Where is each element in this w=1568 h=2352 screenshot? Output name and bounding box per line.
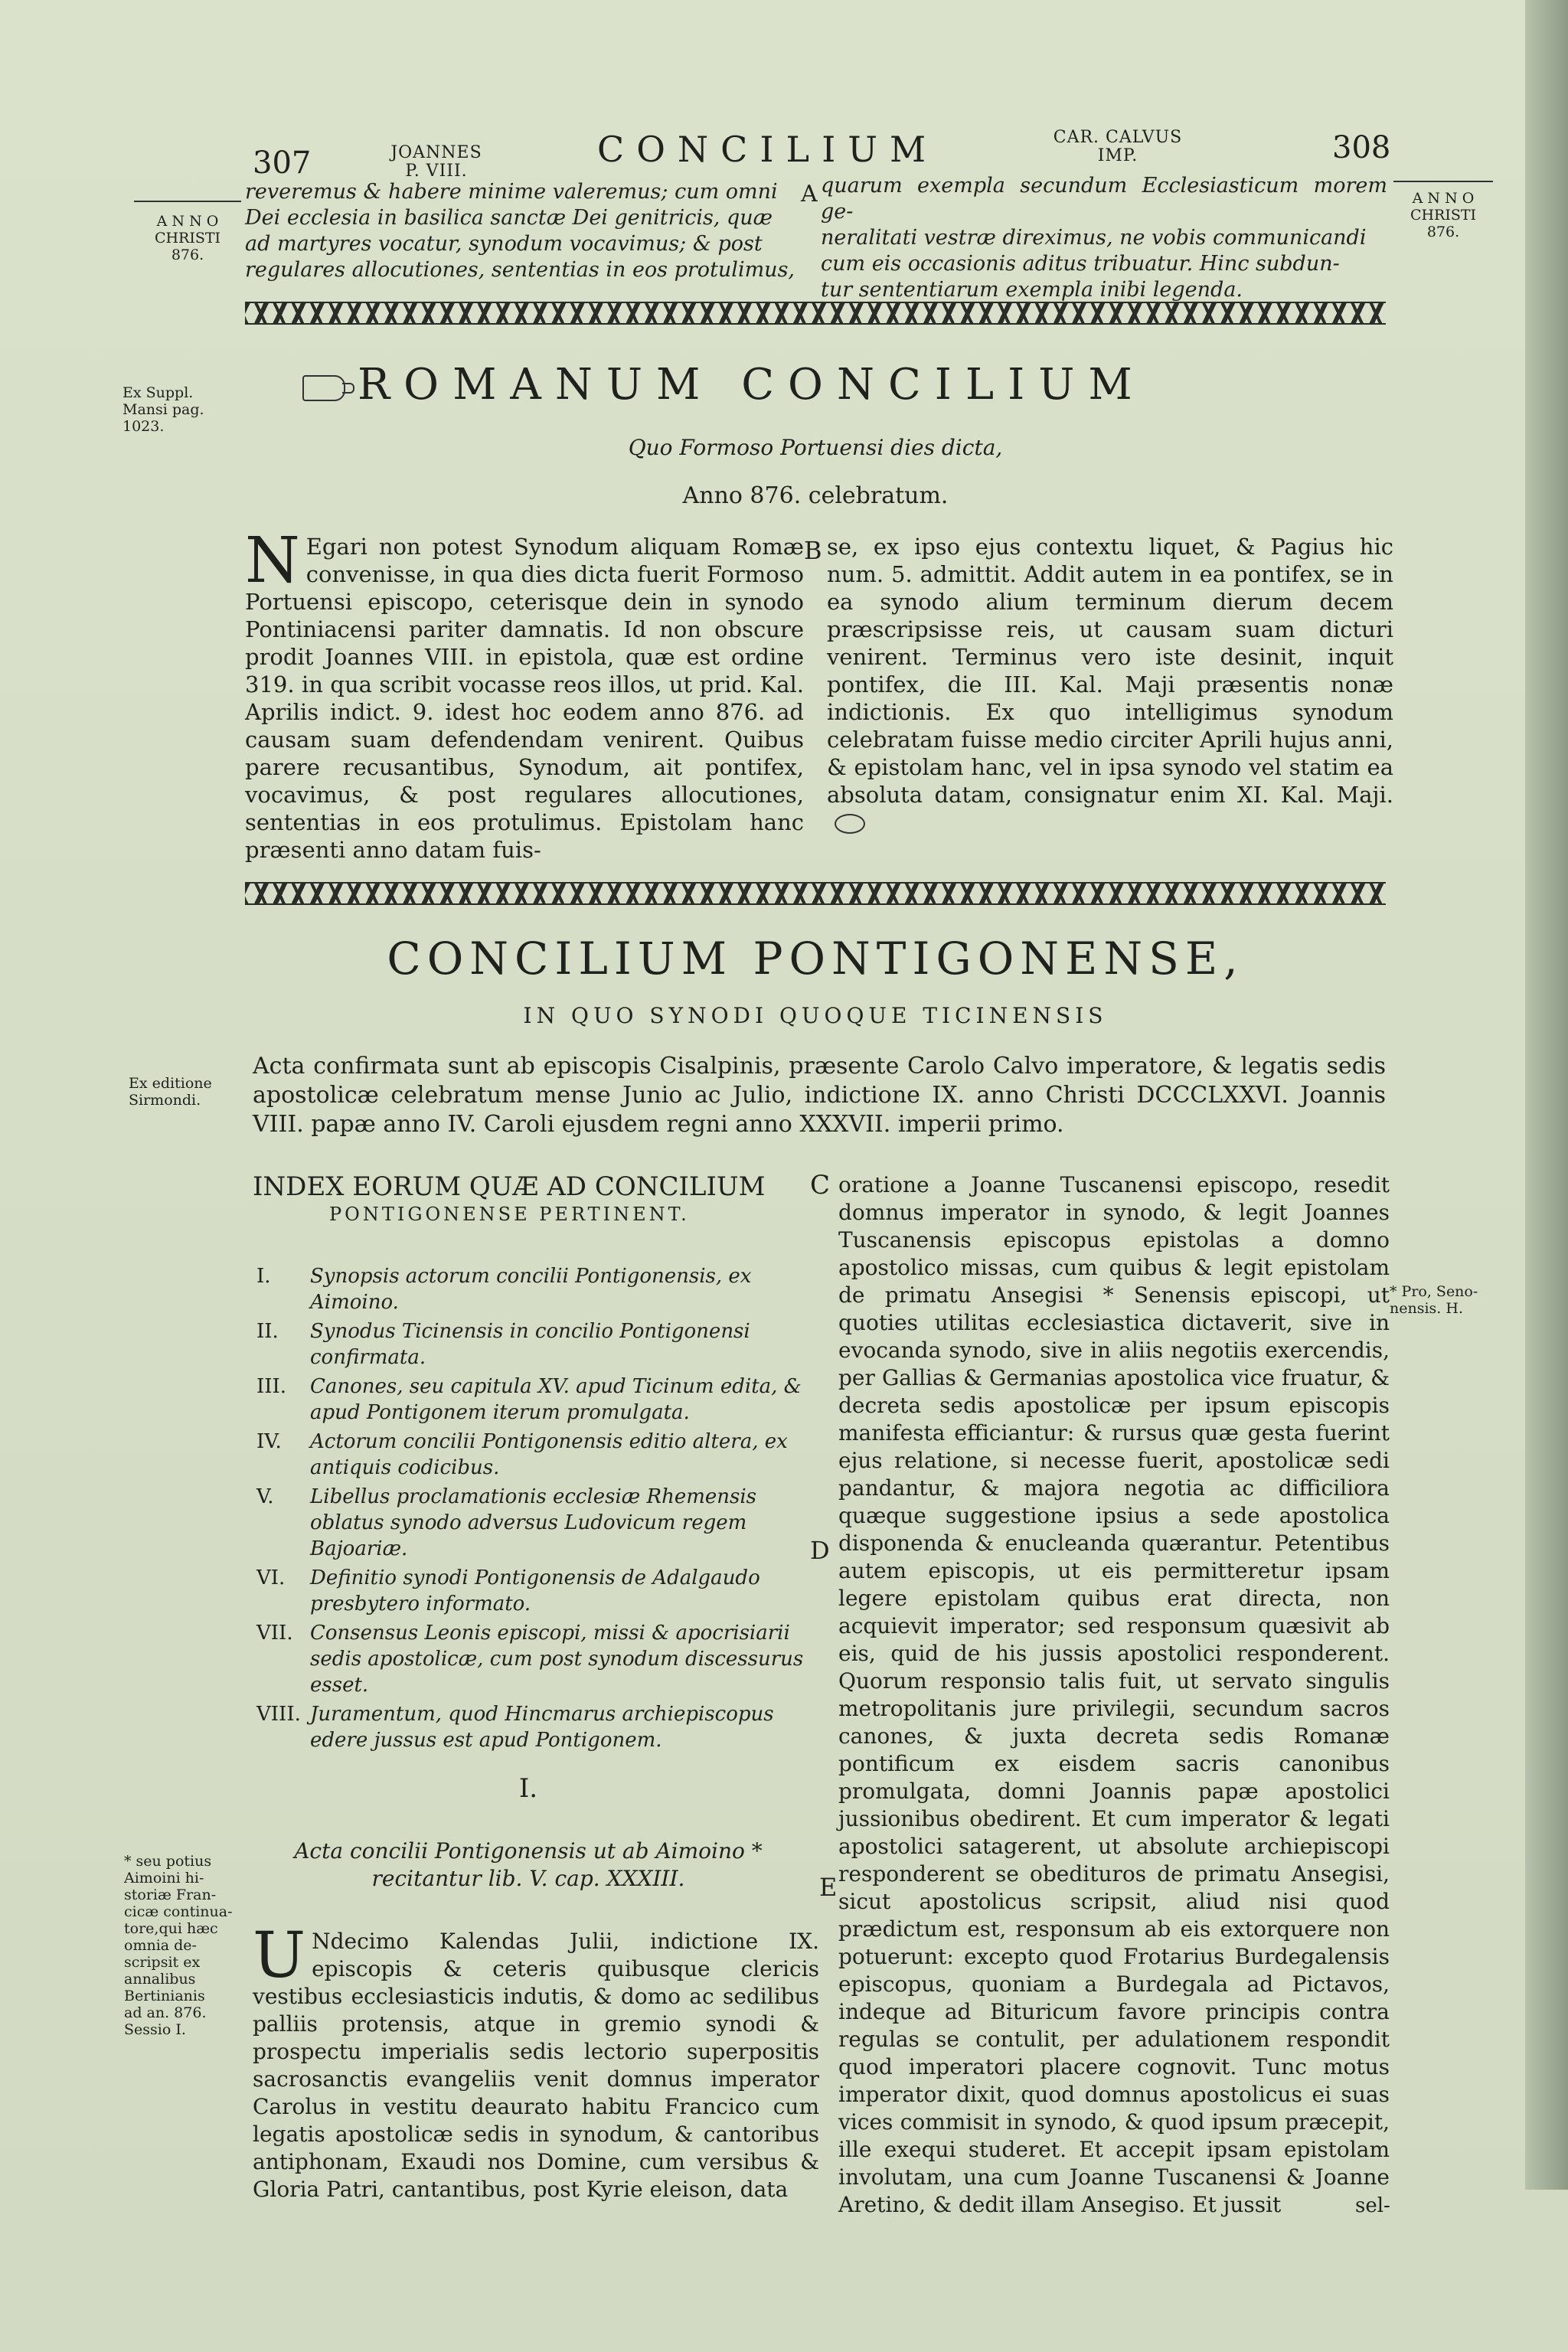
marker-b: B: [804, 536, 822, 565]
footnote-line: cicæ continua-: [124, 1903, 233, 1920]
index-item-text: Definitio synodi Pontigonensis de Adalgaudo presbytero informato.: [310, 1566, 760, 1615]
part-number: I.: [518, 1773, 538, 1804]
part-left-text: Ndecimo Kalendas Julii, indictione IX. episcopis & ceteris quibusque clericis vestibus ecclesiasticis indutis, & domo ac sedilibus palliis protensis, atque in gremio synodi & prospectu imperialis sedis lectorio superpositis sacrosanctis evangeliis venit domnus imperator Carolus in vestitu deaurato habitu Francico cum legatis apostolicæ sedis in synodum, & cantoribus antiphonam, Exaudi nos Domine, cum versibus & Gloria Patri, cantantibus, post Kyrie eleison, data: [253, 1929, 819, 2202]
right-running-head-line2: IMP.: [1097, 146, 1138, 165]
section1-left-text: Egari non potest Synodum aliquam Romæ convenisse, in qua dies dicta fuerit Formoso Portuensi episcopo, ceterisque dein in synodo Pontiniacensi pariter damnatis. Id non obscure prodit Joannes VIII. in epistola, quæ est ordine 319. in qua scribit vocasse reos illos, ut prid. Kal. Aprilis indict. 9. idest hoc eodem anno 876. ad causam suam defendendam venirent. Quibus parere recusantibus, Synodum, ait pontifex, vocavimus, & post regulares allocutiones, sententias in eos protulimus. Epistolam hanc præsenti anno datam fuis-: [245, 534, 804, 863]
source-note-line: 1023.: [122, 418, 165, 435]
text-line: tur sententiarum exempla inibi legenda.: [821, 278, 1243, 302]
source-note-line: Ex editione: [129, 1075, 212, 1092]
index-item: [256, 1565, 808, 1617]
index-subtitle: PONTIGONENSE PERTINENT.: [329, 1204, 690, 1225]
index-item: [256, 1318, 808, 1370]
top-left-column: [245, 179, 796, 283]
left-page-number: 307: [253, 145, 312, 181]
right-margin-rule: [1393, 181, 1493, 182]
section-title-romanum: [302, 360, 1390, 410]
source-note-line: Ex Suppl.: [122, 384, 194, 401]
text-line: reveremus & habere minime valeremus; cum omni: [245, 180, 778, 204]
text-line: cum eis occasionis aditus tribuatur. Hinc subdun-: [821, 252, 1340, 276]
index-item: [256, 1374, 808, 1426]
marker-a: A: [801, 181, 818, 207]
index-item-number: IV.: [256, 1430, 282, 1453]
top-right-column: [821, 173, 1387, 303]
source-note-line: Sirmondi.: [129, 1092, 201, 1109]
index-item-text: Canones, seu capitula XV. apud Ticinum edita, & apud Pontigonem iterum promulgata.: [310, 1375, 802, 1424]
index-item-number: I.: [256, 1265, 271, 1288]
catchword: sel-: [1355, 2194, 1390, 2217]
right-body-column: oratione a Joanne Tuscanensi episcopo, resedit domnus imperator in synodo, & legit Joannes Tuscanensis episcopus epistolas a domno apostolico missas, cum quibus & legit epistolam de primatu Ansegisi * Senensis episcopi, ut quoties utilitas ecclesiastica dictaverit, sive in evocanda synodo, sive in aliis negotiis exercendis, per Gallias & Germanias apostolica vice fruatur, & decreta sedis apostolicæ per ipsum episcopis manifesta efficiantur: & rursus quæ gesta fuerint ejus relatione, si necesse fuerit, apostolicæ sedi pandantur, & majora negotia ac difficiliora quæque suggestione ipsius a sede apostolica disponenda & enucleanda quærantur. Petentibus autem episcopis, ut eis permitteretur ipsam legere epistolam quibus erat directa, non acquievit imperator; sed responsum quæsivit ab eis, quid de his jussis apostolici responderent. Quorum responsio talis fuit, ut servato singulis metropolitanis jure privilegii, secundum sacros canones, & juxta decreta sedis Romanæ pontificum ex eisdem sacris canonibus promulgata, domni Joannis papæ apostolici jussionibus obedirent. Et cum imperator & legati apostolici satagerent, ut absolute archiepiscopi responderent se obedituros de primatu Ansegisi, sicut apostolicus scripsit, aliud nisi quod prædictum est, responsum ab eis extorquere non potuerunt: excepto quod Frotarius Burdegalensis episcopus, quoniam a Burdegala ad Pictavos, indeque ad Bituricum favore principis contra regulas se contulit, per adulationem respondit quod imperatori placere cognovit. Tunc motus imperator dixit, quod domnus apostolicus ei suas vices commisit in synodo, & quod ipsum præcepit, ille exequi studeret. Et accepit ipsam epistolam involutam, una cum Joanne Tuscanensi & Joanne Aretino, & dedit illam Ansegiso. Et jussit: [838, 1172, 1390, 2217]
left-running-head-line2: P. VIII.: [405, 162, 468, 181]
section-title-text: ROMANUM CONCILIUM: [358, 360, 1146, 410]
left-running-head-line1: JOANNES: [390, 143, 482, 162]
footnote-line: * Pro, Seno-: [1390, 1283, 1478, 1300]
pointing-hand-icon: [302, 375, 345, 401]
index-title: INDEX EORUM QUÆ AD CONCILIUM: [253, 1171, 766, 1202]
index-item-text: Libellus proclamationis ecclesiæ Rhemensis oblatus synodo adversus Ludovicum regem Bajoariæ.: [310, 1485, 757, 1560]
marker-e: E: [819, 1873, 838, 1902]
index-item-text: Synopsis actorum concilii Pontigonensis, ex Aimoino.: [310, 1265, 752, 1314]
footnote-line: tore,qui hæc: [124, 1920, 218, 1937]
source-note-line: Mansi pag.: [122, 401, 204, 418]
anno-label: A N N O: [156, 213, 219, 230]
section1-subtitle: Quo Formoso Portuensi dies dicta,: [628, 435, 1003, 460]
left-margin-anno: [134, 213, 241, 263]
part-left-body: [253, 1919, 819, 2203]
part-title: Acta concilii Pontigonensis ut ab Aimoino * recitantur lib. V. cap. XXXIII.: [294, 1838, 763, 1891]
index-list: [256, 1263, 808, 1756]
anno-year: 876.: [1426, 224, 1460, 240]
text-line: Dei ecclesia in basilica sanctæ Dei genitricis, quæ: [245, 206, 773, 230]
text-line: neralitati vestræ direximus, ne vobis communicandi: [821, 226, 1367, 250]
anno-label: A N N O: [1412, 190, 1475, 207]
source-note-sirmondi: [129, 1075, 243, 1109]
section1-right-text: se, ex ipso ejus contextu liquet, & Pagius hic num. 5. admittit. Addit autem in ea pontifex, se in ea synodo alium terminum dierum decem præscripsisse reis, ut causam suam dicturi venirent. Terminus vero iste desinit, inquit pontifex, die III. Kal. Maji præsentis nonæ indictionis. Ex quo intelligimus synodum celebratam fuisse medio circiter Aprili hujus anni, & epistolam hanc, vel in ipsa synodo vel statim ea absoluta datam, consignatur enim XI. Kal. Maji.: [827, 534, 1393, 808]
christi-label: CHRISTI: [1410, 207, 1477, 224]
index-item-text: Synodus Ticinensis in concilio Pontigonensi confirmata.: [310, 1320, 750, 1369]
footnote-senonensis: [1390, 1283, 1497, 1317]
index-item: [256, 1429, 808, 1481]
christi-label: CHRISTI: [154, 230, 221, 247]
footnote-aimoin: [124, 1853, 239, 2038]
right-running-head-line1: CAR. CALVUS: [1053, 128, 1183, 147]
section1-right-column: [827, 533, 1393, 836]
left-running-head: [383, 144, 490, 181]
index-item-number: VII.: [256, 1622, 293, 1645]
index-item-text: Consensus Leonis episcopi, missi & apocrisiarii sedis apostolicæ, cum post synodum discessurus esset.: [310, 1622, 804, 1697]
header-title: CONCILIUM: [597, 129, 939, 170]
marker-d: D: [810, 1536, 830, 1565]
index-item-number: V.: [256, 1485, 274, 1508]
ornamental-divider: [245, 882, 1386, 905]
index-item-number: VIII.: [256, 1703, 301, 1726]
right-running-head: [1049, 129, 1187, 165]
section2-intro: Acta confirmata sunt ab episcopis Cisalpinis, præsente Carolo Calvo imperatore, & legatis sedis apostolicæ celebratum mense Junio ac Julio, indictione IX. anno Christi DCCCLXXVI. Joannis VIII. papæ anno IV. Caroli ejusdem regni anno XXXVII. imperii primo.: [253, 1053, 1386, 1138]
footnote-line: scripsit ex: [124, 1954, 201, 1971]
text-line: regulares allocutiones, sententias in eos protulimus,: [245, 258, 795, 282]
left-margin-rule: [134, 201, 241, 202]
footnote-line: ad an. 876.: [124, 2004, 207, 2021]
text-line: ad martyres vocatur, synodum vocavimus; & post: [245, 232, 763, 256]
index-item-number: VI.: [256, 1566, 286, 1589]
right-margin-anno: [1390, 190, 1497, 240]
footnote-line: Bertinianis: [124, 1988, 205, 2004]
marker-c: C: [810, 1170, 831, 1200]
footnote-line: omnia de-: [124, 1937, 197, 1954]
footnote-line: * seu potius: [124, 1853, 212, 1870]
fleuron-icon: [835, 814, 865, 834]
index-item-number: III.: [256, 1375, 287, 1398]
ornamental-divider: [245, 302, 1386, 325]
index-item-text: Actorum concilii Pontigonensis editio altera, ex antiquis codicibus.: [310, 1430, 788, 1479]
text-line: quarum exempla secundum Ecclesiasticum morem ge-: [821, 174, 1387, 224]
index-item: [256, 1620, 808, 1698]
dropcap-n: N: [245, 524, 300, 597]
footnote-line: nensis. H.: [1390, 1300, 1463, 1317]
index-item: [256, 1263, 808, 1315]
footnote-line: annalibus: [124, 1971, 196, 1988]
footnote-line: Sessio I.: [124, 2021, 186, 2038]
index-item-number: II.: [256, 1320, 279, 1343]
section1-left-column: [245, 524, 804, 864]
section2-subtitle: IN QUO SYNODI QUOQUE TICINENSIS: [523, 1003, 1108, 1028]
book-binding-edge: [1525, 0, 1568, 2190]
footnote-line: Aimoini hi-: [124, 1870, 204, 1886]
index-item-text: Juramentum, quod Hincmarus archiepiscopus edere jussus est apud Pontigonem.: [310, 1703, 774, 1752]
anno-year: 876.: [171, 247, 204, 263]
section1-subtitle-year: Anno 876. celebratum.: [682, 482, 949, 509]
section-title-pontigonense: CONCILIUM PONTIGONENSE,: [387, 933, 1244, 985]
dropcap-u: U: [253, 1919, 306, 1992]
index-item: [256, 1701, 808, 1753]
index-item: [256, 1484, 808, 1562]
source-note-suppl: [122, 384, 222, 435]
right-page-number: 308: [1332, 130, 1391, 165]
footnote-line: storiæ Fran-: [124, 1886, 217, 1903]
